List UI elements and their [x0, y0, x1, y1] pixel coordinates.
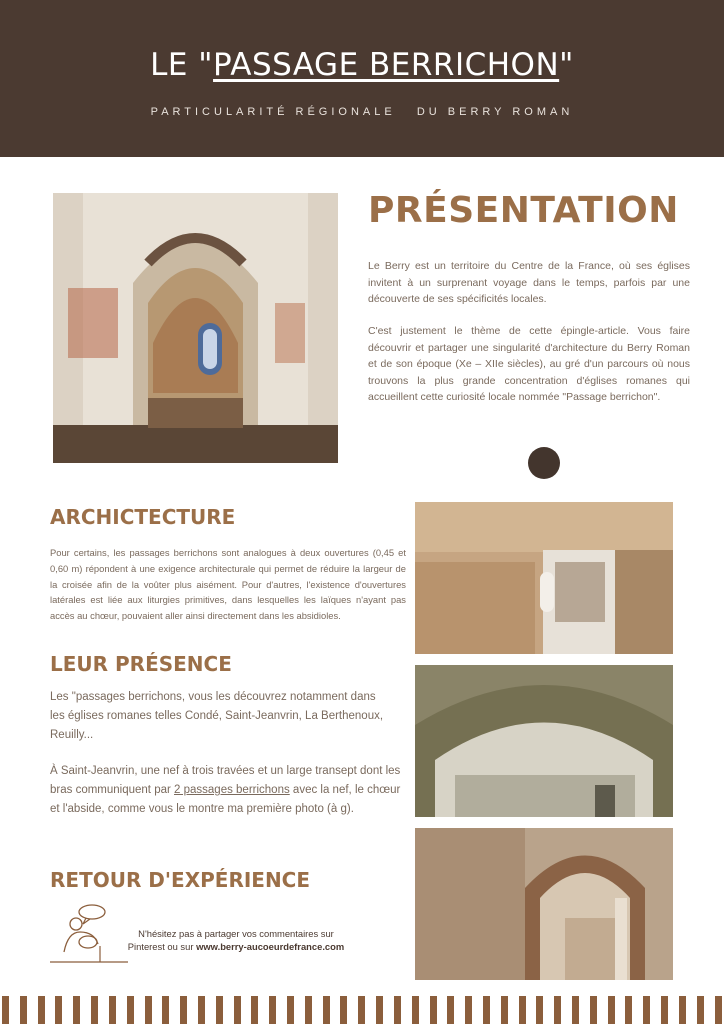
stripe: [554, 996, 561, 1024]
presentation-paragraph-2: C'est justement le thème de cette épingle-article. Vous faire découvrir et partager une singularité d'architecture du Berry Roman et de son époque (Xe – XIIe siècles), au gré d'un parcours où nous trouvons la plus grande concentration d'églises romanes qui accueillent cette curiosité locale nommée "Passage berrichon".: [368, 325, 690, 403]
presentation-paragraph-1: Le Berry est un territoire du Centre de la France, où ses églises invitent à un surprenant voyage dans le temps, parfois par une découverte de ses spécificités locales.: [368, 260, 690, 305]
passage-photo-1: [415, 502, 673, 654]
presence-paragraph-1: Les "passages berrichons, vous les découvrez notamment dans les églises romanes telles Condé, Saint-Jeanvrin, La Berthenoux, Reuilly...: [50, 691, 384, 741]
stripe: [697, 996, 704, 1024]
stripe: [465, 996, 472, 1024]
stripe: [358, 996, 365, 1024]
stripe: [483, 996, 490, 1024]
passage-photo-2: [415, 665, 673, 817]
stripe: [38, 996, 45, 1024]
stripe: [234, 996, 241, 1024]
contact-text: N'hésitez pas à partager vos commentaires sur Pinterest ou sur www.berry-aucoeurdefrance.com: [127, 928, 345, 952]
stripe: [55, 996, 62, 1024]
stripe: [73, 996, 80, 1024]
architecture-heading: ARCHICTECTURE: [50, 505, 236, 529]
stripe: [323, 996, 330, 1024]
presence-paragraph-2: À Saint-Jeanvrin, une nef à trois travées et un large transept dont les bras communiquent par 2 passages berrichons avec la nef, le chœur et l'abside, comme vous le montre ma première photo (à g).: [50, 765, 401, 815]
stripe: [162, 996, 169, 1024]
stripe: [109, 996, 116, 1024]
stripe: [590, 996, 597, 1024]
stripe: [127, 996, 134, 1024]
passages-link[interactable]: 2 passages berrichons: [174, 784, 290, 796]
stripe: [625, 996, 632, 1024]
presence-heading: LEUR PRÉSENCE: [50, 652, 232, 676]
architecture-paragraph: Pour certains, les passages berrichons sont analogues à deux ouvertures (0,45 et 0,60 m) répondent à une exigence architecturale qui permet de réduire la largeur de la croisée afin de la voûter plus aisément. Pour d'autres, l'existence d'ouvertures latérales est liée aux liturgies primitives, dans lesquelles les laïques n'ayant pas accès au chœur, pouvaient aller ainsi directement dans les absidioles.: [50, 547, 406, 622]
stripe: [412, 996, 419, 1024]
retour-heading: RETOUR D'EXPÉRIENCE: [50, 868, 311, 892]
stripe: [643, 996, 650, 1024]
stripe: [430, 996, 437, 1024]
stripe: [447, 996, 454, 1024]
stripe: [501, 996, 508, 1024]
stripe: [216, 996, 223, 1024]
stripe: [20, 996, 27, 1024]
church-interior-photo: [53, 193, 338, 463]
person-speech-bubble-icon: [50, 902, 128, 969]
stripe: [2, 996, 9, 1024]
stripe: [536, 996, 543, 1024]
stripe: [519, 996, 526, 1024]
page-title: LE "PASSAGE BERRICHON": [150, 47, 574, 83]
stripe: [269, 996, 276, 1024]
stripe: [661, 996, 668, 1024]
website-link[interactable]: www.berry-aucoeurdefrance.com: [196, 941, 345, 952]
stripe: [145, 996, 152, 1024]
stripe: [340, 996, 347, 1024]
stripe: [180, 996, 187, 1024]
presentation-heading: PRÉSENTATION: [368, 190, 679, 231]
stripe: [376, 996, 383, 1024]
stripe: [608, 996, 615, 1024]
dot-decoration: [528, 447, 560, 479]
header-banner: [0, 0, 724, 157]
stripe: [287, 996, 294, 1024]
stripe: [394, 996, 401, 1024]
passage-photo-3: [415, 828, 673, 980]
bottom-stripe-border: [0, 996, 724, 1024]
stripe: [679, 996, 686, 1024]
stripe: [715, 996, 722, 1024]
stripe: [305, 996, 312, 1024]
page-subtitle: PARTICULARITÉ RÉGIONALE DU BERRY ROMAN: [150, 106, 574, 118]
stripe: [251, 996, 258, 1024]
stripe: [572, 996, 579, 1024]
stripe: [91, 996, 98, 1024]
stripe: [198, 996, 205, 1024]
